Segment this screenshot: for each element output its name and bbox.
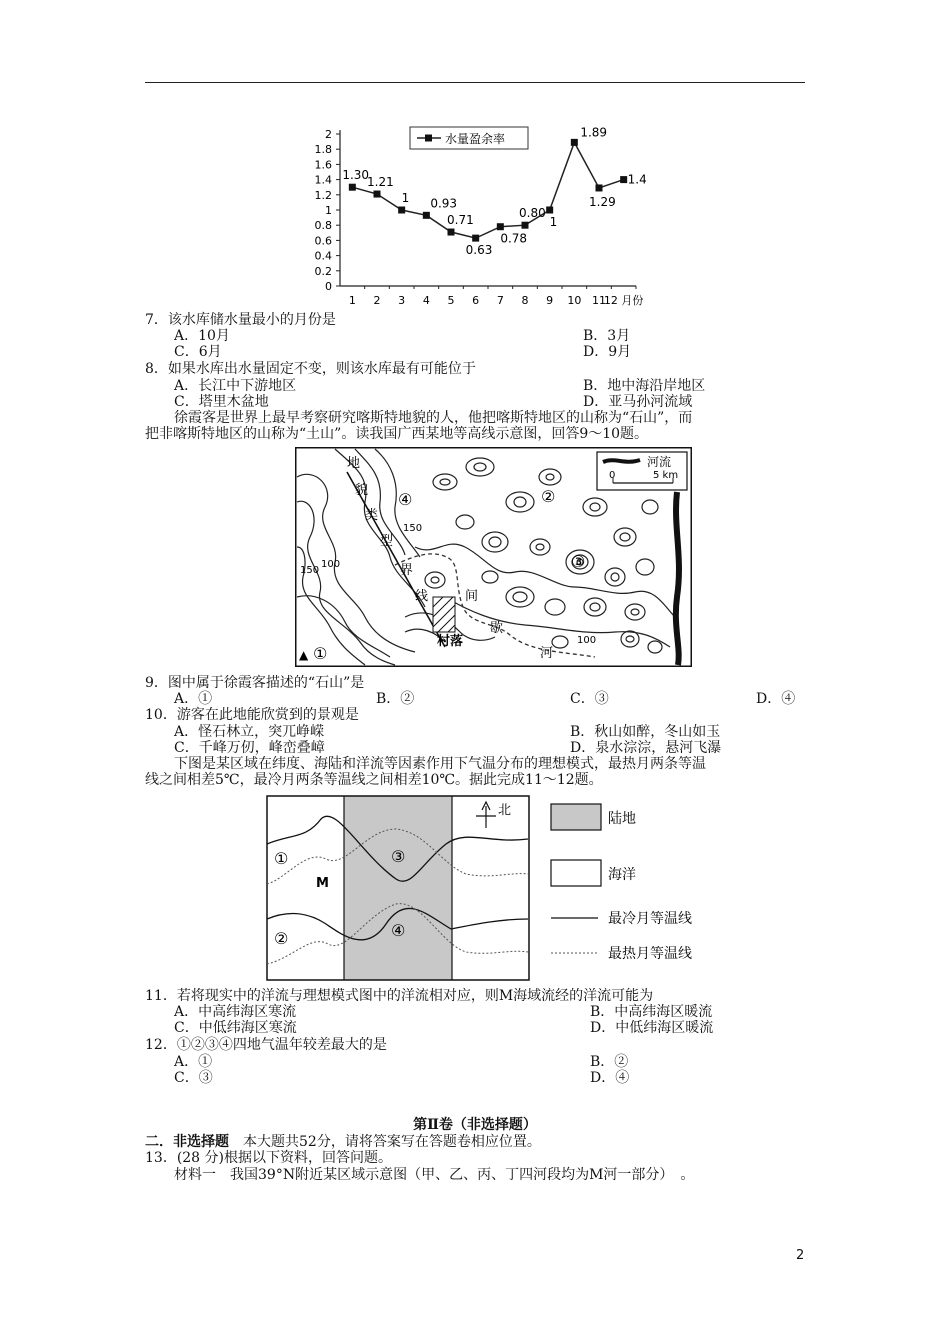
- label-village: 村落: [437, 634, 464, 649]
- intro-9-10-line2: 把非喀斯特地区的山称为“土山”。读我国广西某地等高线示意图，回答9～10题。: [145, 426, 649, 442]
- q13-stem: 13．(28 分)根据以下资料，回答问题。: [145, 1150, 393, 1166]
- q9-option-b: B．②: [376, 691, 415, 707]
- x-tick-label: 3: [398, 294, 406, 307]
- q9-stem: 9．图中属于徐霞客描述的“石山”是: [145, 675, 365, 691]
- label-jian: 间: [465, 589, 479, 604]
- contour-150-a: 150: [403, 523, 423, 534]
- data-label: 1.29: [589, 194, 616, 209]
- q7-option-c: C．6月: [174, 344, 222, 360]
- q10-stem: 10．游客在此地能欣赏到的景观是: [145, 707, 359, 723]
- q12-option-b: B．②: [590, 1054, 629, 1070]
- x-tick-label: 9: [546, 294, 554, 307]
- data-point: [374, 191, 381, 198]
- scale-zero: 0: [609, 470, 616, 481]
- data-label: 1.21: [367, 175, 394, 190]
- x-tick-label: 6: [472, 294, 480, 307]
- data-point: [448, 229, 455, 236]
- legend-river-label: 河流: [647, 455, 672, 469]
- isotherm-model-diagram: [266, 794, 726, 984]
- q12-option-a: A．①: [174, 1054, 213, 1070]
- peak-triangle-icon: ▲: [299, 648, 309, 662]
- q7-stem: 7．该水库储水量最小的月份是: [145, 312, 336, 328]
- intro-11-12-line1: 下图是某区域在纬度、海陆和洋流等因素作用下气温分布的理想模式，最热月两条等温: [174, 756, 706, 772]
- label-jie: 界: [400, 563, 414, 578]
- q11-stem: 11．若将现实中的洋流与理想模式图中的洋流相对应，则M海域流经的洋流可能为: [145, 988, 654, 1004]
- y-tick-label: 0.2: [314, 264, 332, 278]
- q8-option-d: D．亚马孙河流域: [583, 394, 693, 410]
- scale-five-km: 5 km: [653, 470, 679, 481]
- legend-land-label: 陆地: [608, 811, 636, 827]
- y-tick-label: 0: [325, 280, 332, 293]
- label-xian: 线: [415, 589, 429, 604]
- y-tick-label: 2: [325, 128, 332, 141]
- contour-150-b: 150: [300, 565, 320, 576]
- legend-land-swatch: [551, 804, 601, 830]
- data-point: [546, 207, 553, 214]
- y-tick-label: 1: [325, 204, 332, 217]
- legend-hot-label: 最热月等温线: [608, 946, 692, 962]
- q9-option-a: A．①: [174, 691, 213, 707]
- section2-desc: 本大题共52分，请将答案写在答题卷相应位置。: [229, 1134, 541, 1150]
- q13-material1: 材料一 我国39°N附近某区域示意图（甲、乙、丙、丁四河段均为M河一部分） 。: [174, 1167, 695, 1183]
- intro-11-12-line2: 线之间相差5℃，最冷月两条等温线之间相差10℃。据此完成11～12题。: [145, 772, 603, 788]
- data-point: [398, 207, 405, 214]
- q12-option-c: C．③: [174, 1070, 213, 1086]
- data-point: [522, 222, 529, 229]
- intro-9-10-line1: 徐霞客是世界上最早考察研究喀斯特地貌的人，他把喀斯特地区的山称为“石山”，而: [174, 410, 693, 426]
- data-label: 0.80: [519, 206, 546, 221]
- section2-title: 二．非选择题: [145, 1134, 229, 1150]
- q8-option-c: C．塔里木盆地: [174, 394, 269, 410]
- label-xing: 型: [380, 534, 394, 549]
- q11-option-c: C．中低纬海区寒流: [174, 1020, 297, 1036]
- q8-stem: 8．如果水库出水量固定不变，则该水库最有可能位于: [145, 361, 476, 377]
- legend-cold-label: 最冷月等温线: [608, 911, 692, 927]
- y-tick-label: 1.2: [314, 188, 332, 202]
- marker-1: ①: [313, 644, 328, 663]
- q7-option-a: A．10月: [174, 328, 230, 344]
- north-label: 北: [498, 803, 512, 818]
- data-point: [423, 212, 430, 219]
- label-di: 地: [347, 456, 361, 471]
- label-xie: 歇: [490, 621, 504, 636]
- q7-option-d: D．9月: [583, 344, 632, 360]
- q11-option-b: B．中高纬海区暖流: [590, 1004, 713, 1020]
- water-surplus-chart: [300, 120, 680, 310]
- data-label: 1.89: [580, 125, 608, 140]
- page-number: 2: [796, 1248, 805, 1263]
- data-label: 0.93: [430, 196, 458, 211]
- marker-2: ②: [541, 487, 556, 506]
- q10-option-c: C．千峰万仞，峰峦叠嶂: [174, 740, 325, 756]
- y-tick-label: 1.8: [314, 143, 332, 157]
- marker-3: ③: [391, 847, 406, 866]
- q11-option-d: D．中低纬海区暖流: [590, 1020, 714, 1036]
- x-tick-label: 11: [592, 294, 606, 307]
- q11-option-a: A．中高纬海区寒流: [174, 1004, 297, 1020]
- q10-option-a: A．怪石林立，突兀峥嵘: [174, 724, 325, 740]
- chart-legend: [410, 127, 528, 149]
- x-tick-label: 4: [422, 294, 430, 307]
- y-tick-label: 0.8: [314, 219, 332, 233]
- q7-option-b: B．3月: [583, 328, 631, 344]
- marker-4: ④: [398, 490, 413, 509]
- x-tick-label: 1: [348, 294, 356, 307]
- legend-label: 水量盈余率: [445, 132, 506, 146]
- karst-contour-map: [295, 447, 692, 667]
- q9-option-d: D．④: [756, 691, 796, 707]
- contour-100-b: 100: [577, 635, 597, 646]
- legend-ocean-label: 海洋: [608, 867, 636, 883]
- q12-option-d: D．④: [590, 1070, 630, 1086]
- header-rule: [145, 82, 805, 83]
- x-tick-label: 8: [521, 294, 529, 307]
- series-line: [352, 142, 623, 238]
- label-lei: 类: [365, 508, 379, 523]
- marker-1: ①: [274, 849, 289, 868]
- x-tick-label: 2: [373, 294, 381, 307]
- label-mao: 貌: [355, 483, 369, 498]
- label-he: 河: [540, 646, 554, 661]
- part2-heading: 第Ⅱ卷（非选择题）: [413, 1117, 537, 1133]
- marker-2: ②: [274, 929, 289, 948]
- x-tick-label: 12 月份: [603, 294, 644, 307]
- data-label: 1.30: [342, 168, 370, 183]
- y-tick-label: 1.4: [314, 173, 332, 187]
- legend-ocean-swatch: [551, 860, 601, 886]
- legend-marker: [425, 135, 432, 142]
- q12-stem: 12．①②③④四地气温年较差最大的是: [145, 1037, 387, 1053]
- data-label: 1: [401, 191, 410, 205]
- x-tick-label: 7: [496, 294, 504, 307]
- contour-100-a: 100: [321, 559, 341, 570]
- x-tick-label: 5: [447, 294, 455, 307]
- x-tick-label: 10: [567, 294, 582, 307]
- q8-option-b: B．地中海沿岸地区: [583, 378, 706, 394]
- q10-option-d: D．泉水淙淙，悬河飞瀑: [570, 740, 722, 756]
- marker-3: ③: [571, 552, 586, 571]
- y-tick-label: 1.6: [314, 158, 332, 172]
- data-point: [472, 235, 479, 242]
- marker-4: ④: [391, 921, 406, 940]
- data-label: 0.78: [500, 231, 528, 246]
- data-label: 1.4: [627, 172, 647, 187]
- data-label: 1: [549, 215, 558, 229]
- q9-option-c: C．③: [570, 691, 609, 707]
- data-point: [596, 184, 603, 191]
- data-point: [571, 139, 578, 146]
- m-label: M: [316, 876, 329, 891]
- q8-option-a: A．长江中下游地区: [174, 378, 297, 394]
- y-tick-label: 0.6: [314, 234, 332, 248]
- data-point: [497, 223, 504, 230]
- data-label: 0.71: [447, 213, 474, 228]
- section2-line: [145, 1134, 541, 1150]
- data-point: [349, 184, 356, 191]
- q10-option-b: B．秋山如醉，冬山如玉: [570, 724, 721, 740]
- data-point: [620, 176, 627, 183]
- data-label: 0.63: [465, 243, 493, 258]
- y-tick-label: 0.4: [314, 249, 332, 263]
